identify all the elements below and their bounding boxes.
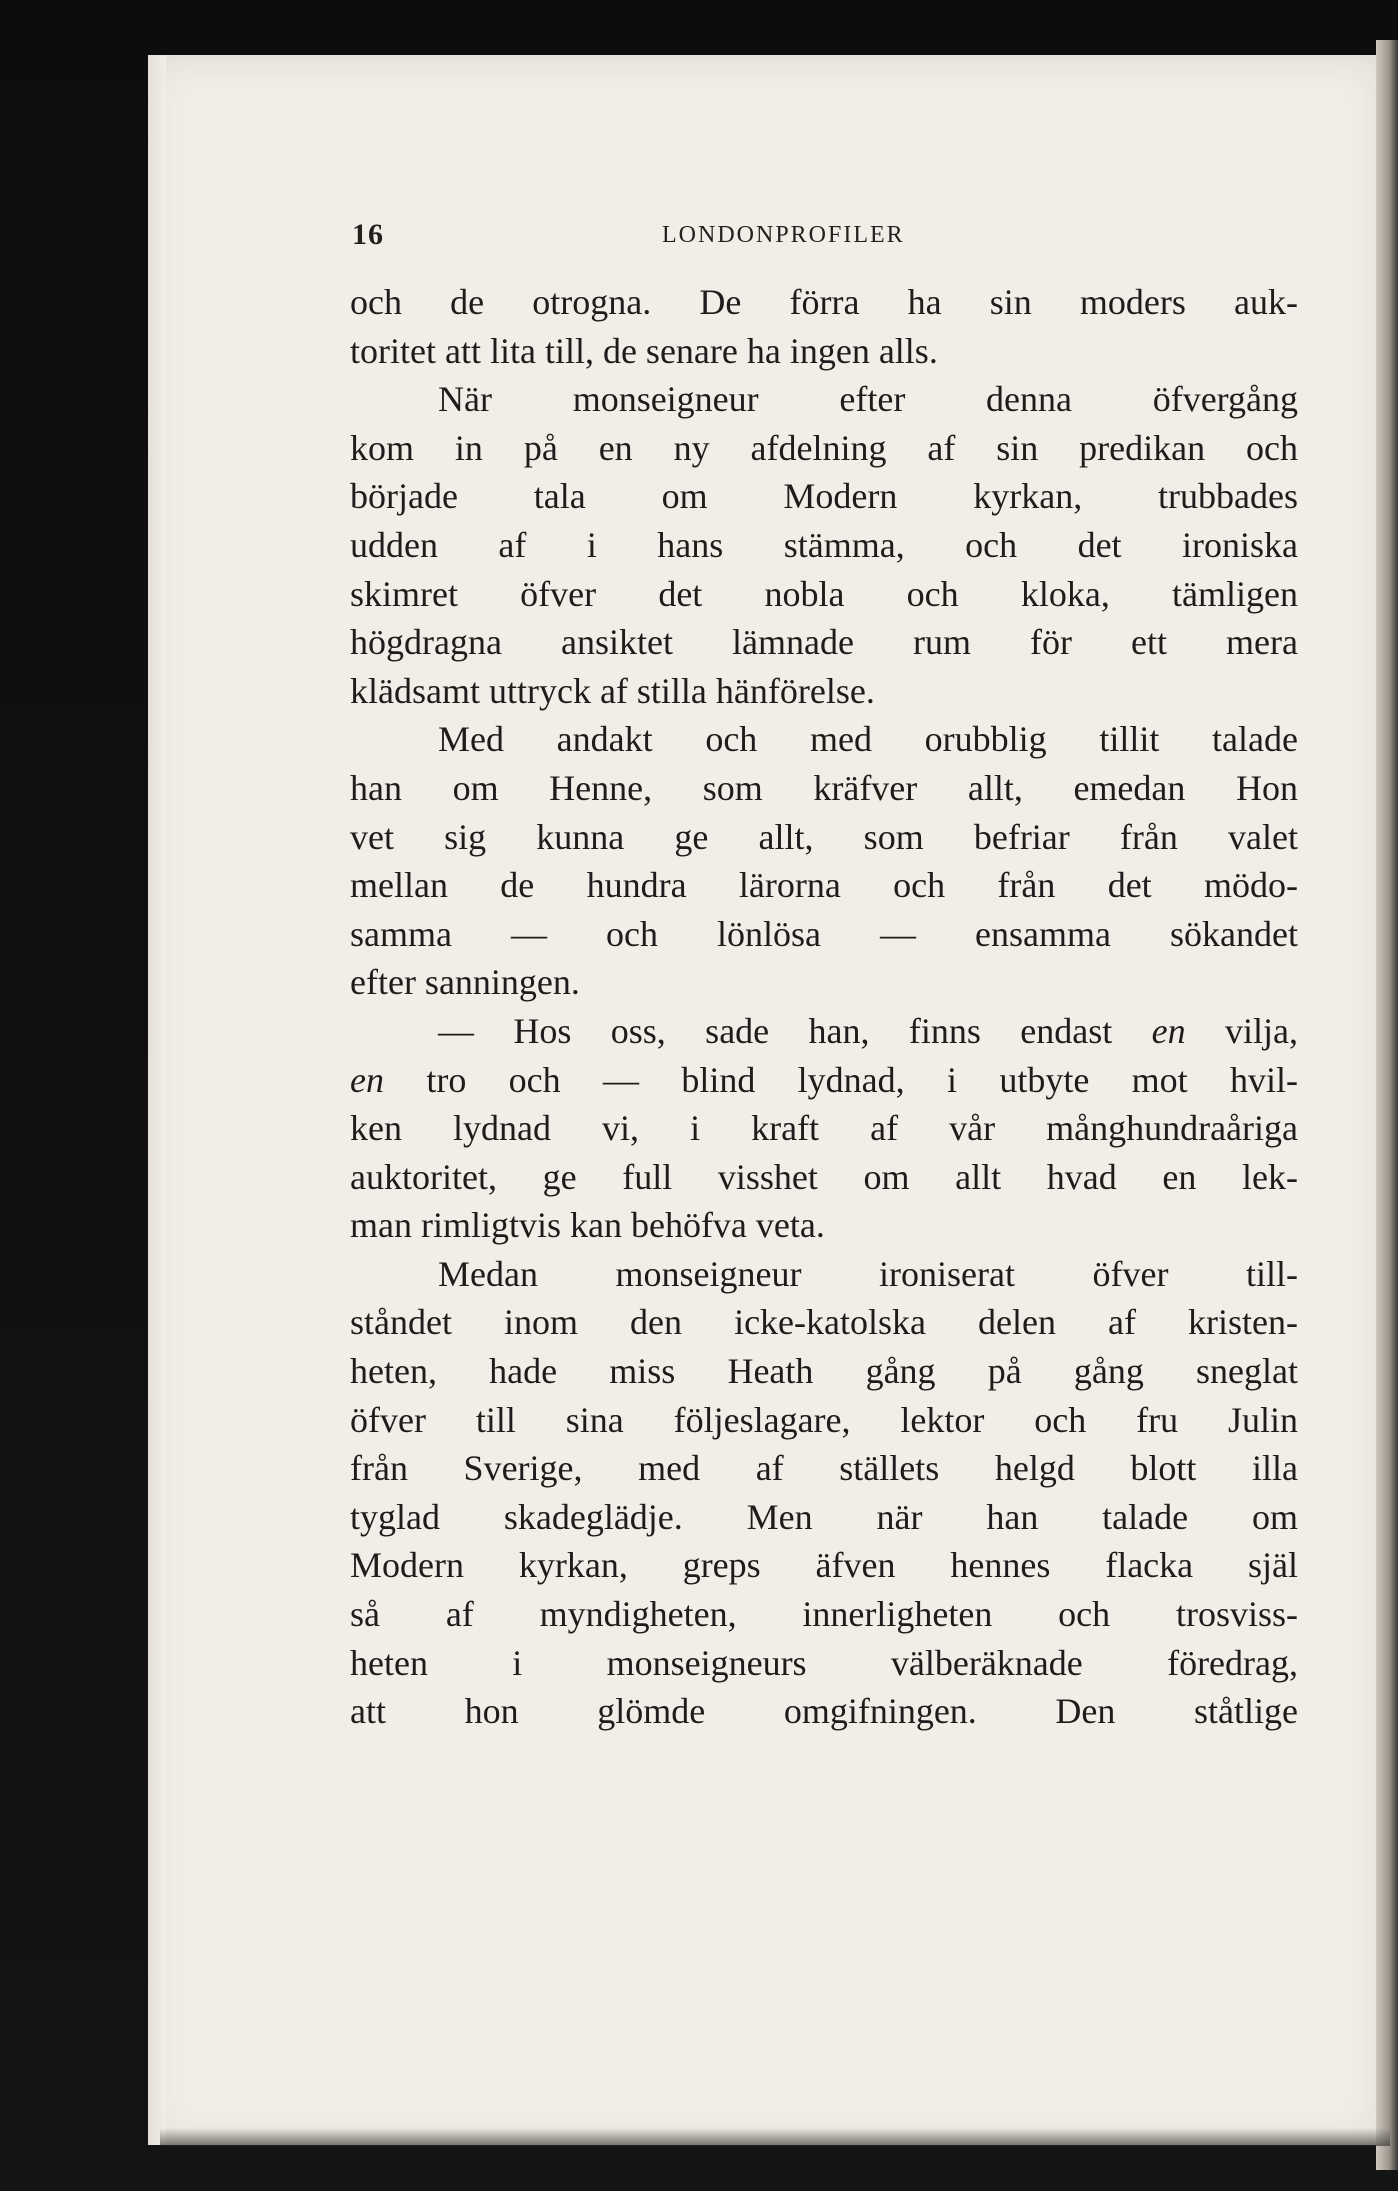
text-segment: — Hos oss, sade han, finns endast: [438, 1010, 1152, 1051]
paragraph: [350, 1250, 1298, 1736]
text-line: vet sig kunna ge allt, som befriar från valet: [350, 816, 1298, 857]
text-line: högdragna ansiktet lämnade rum för ett mera: [350, 622, 1298, 663]
text-line: toritet att lita till, de senare ha ingen alls.: [350, 330, 938, 371]
text-line: kom in på en ny afdelning af sin predikan och: [350, 427, 1298, 468]
paragraph: [350, 278, 1298, 375]
text-line: att hon glömde omgifningen. Den ståtlige: [350, 1691, 1298, 1732]
text-line: ståndet inom den icke-katolska delen af kristen-: [350, 1302, 1298, 1343]
paragraph: [350, 1007, 1298, 1250]
emphasis: en: [350, 1059, 384, 1100]
text-line: mellan de hundra lärorna och från det mödo-: [350, 865, 1298, 906]
text-line: heten, hade miss Heath gång på gång sneglat: [350, 1351, 1298, 1392]
text-line: udden af i hans stämma, och det ironiska: [350, 524, 1298, 565]
text-line: samma — och lönlösa — ensamma sökandet: [350, 913, 1298, 954]
page-gutter-edge: [148, 55, 166, 2145]
page-number: 16: [352, 218, 384, 251]
text-line: klädsamt uttryck af stilla hänförelse.: [350, 670, 875, 711]
text-line: man rimligtvis kan behöfva veta.: [350, 1205, 825, 1246]
text-line: öfver till sina följeslagare, lektor och fru Julin: [350, 1399, 1298, 1440]
emphasis: en: [1151, 1010, 1186, 1051]
text-line: skimret öfver det nobla och kloka, tämligen: [350, 573, 1298, 614]
text-line: och de otrogna. De förra ha sin moders auk-: [350, 282, 1298, 322]
text-line: han om Henne, som kräfver allt, emedan Hon: [350, 767, 1298, 808]
running-head: LONDONPROFILER: [662, 222, 905, 248]
text-line: När monseigneur efter denna öfvergång: [438, 379, 1298, 420]
page-fore-edge: [1376, 40, 1398, 2170]
body-text: [350, 278, 1298, 1736]
text-line: så af myndigheten, innerligheten och trosviss-: [350, 1594, 1298, 1635]
text-line: auktoritet, ge full visshet om allt hvad en lek-: [350, 1156, 1298, 1197]
text-line: efter sanningen.: [350, 962, 580, 1003]
page-header: [352, 218, 1296, 258]
page-bottom-shadow: [160, 2128, 1390, 2146]
text-line: [350, 1056, 1298, 1105]
paragraph: [350, 375, 1298, 715]
text-line: tyglad skadeglädje. Men när han talade om: [350, 1496, 1298, 1537]
text-line: [350, 1007, 1298, 1056]
text-line: Medan monseigneur ironiserat öfver till-: [438, 1253, 1298, 1294]
text-line: från Sverige, med af ställets helgd blott illa: [350, 1448, 1298, 1489]
text-segment: vilja,: [1185, 1010, 1298, 1051]
text-line: började tala om Modern kyrkan, trubbades: [350, 476, 1298, 517]
text-line: heten i monseigneurs välberäknade föredrag,: [350, 1642, 1298, 1683]
text-line: ken lydnad vi, i kraft af vår månghundraåriga: [350, 1108, 1298, 1149]
text-segment: tro och — blind lydnad, i utbyte mot hvil-: [383, 1059, 1298, 1100]
text-line: Modern kyrkan, greps äfven hennes flacka själ: [350, 1545, 1298, 1586]
paragraph: [350, 715, 1298, 1007]
text-line: Med andakt och med orubblig tillit talade: [438, 719, 1298, 760]
